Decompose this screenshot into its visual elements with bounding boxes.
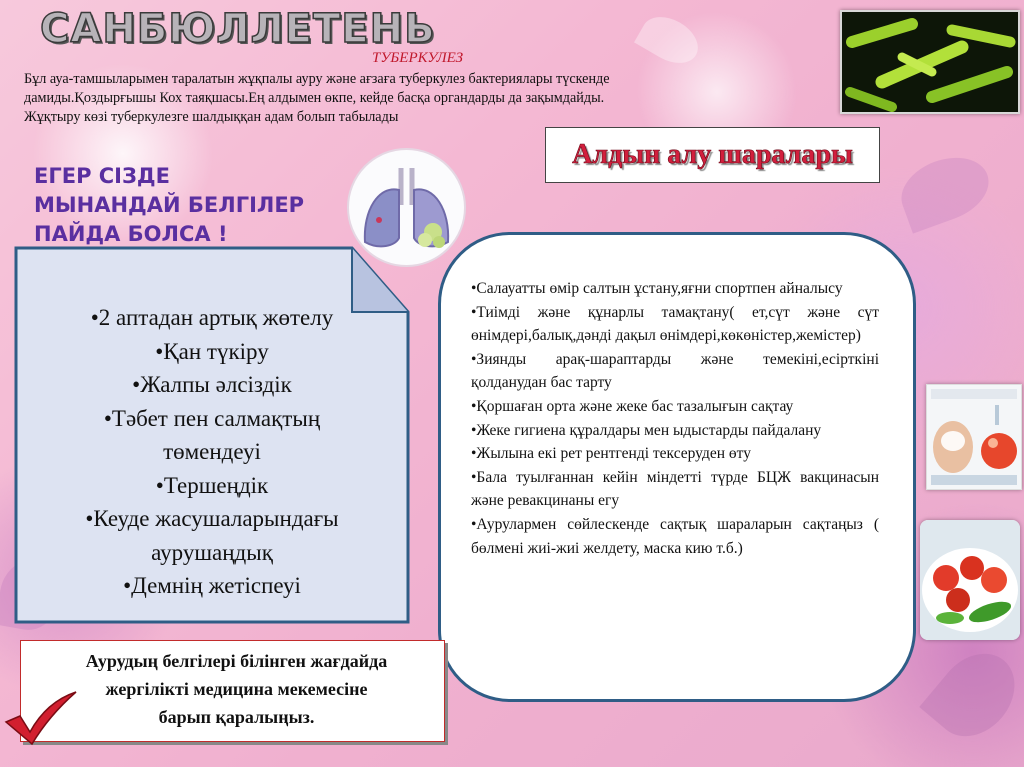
decor-petal [892,146,997,233]
prevention-item: •Салауатты өмір салтын ұстану,яғни спортпен айналысу [471,280,843,297]
callout-line: барып қаралыңыз. [158,707,315,727]
hand-washing-photo [926,384,1022,490]
vegetables-photo [920,520,1020,640]
symptom-item: •Жалпы әлсіздік [132,372,292,397]
prevention-item: •Зиянды арақ-шараптарды және темекіні,есірткіні қолданудан бас тарту [471,350,879,392]
intro-line: дамиды.Қоздырғышы Кох таяқшасы.Ең алдымен өкпе, кейде басқа органдарды да зақымдайды. [24,90,605,106]
prevention-item: •Аурулармен сөйлескенде сақтық шараларын сақтаңыз ( бөлмені жиі-жиі желдету, маска кию т.б.) [471,515,879,557]
warning-heading [34,162,304,249]
intro-line: Бұл ауа-тамшыларымен таралатын жұқпалы ауру және ағзаға туберкулез бактериялары түскенде [24,71,610,87]
bacteria-photo [840,10,1020,114]
page-subtitle: ТУБЕРКУЛЕЗ [372,50,464,66]
intro-text [24,70,784,127]
hand-washing-icon [927,385,1021,489]
prevention-list [471,277,879,560]
prevention-item: •Тиімді және құнарлы тамақтану( ет,сүт және сүт өнімдері,балық,дәнді дақыл өнімдері,көкөністер,жемістер) [471,303,879,345]
prevention-heading-box [545,127,880,183]
vegetables-icon [920,520,1020,640]
decor-petal [634,8,706,73]
symptom-item: •2 аптадан артық жөтелу [90,305,334,330]
callout-line: жергілікті медицина мекемесіне [105,679,368,699]
prevention-item: •Жеке гигиена құралдары мен ыдыстарды пайдалану [471,421,822,439]
callout-line: Аурудың белгілері білінген жағдайда [85,651,388,671]
warning-line: ЕГЕР СІЗДЕ [34,164,170,188]
prevention-item: •Бала туылғаннан кейін міндетті түрде БЦЖ вакцинасын және ревакцинаны егу [471,468,879,510]
symptom-item: •Кеуде жасушаларындағы [85,506,339,531]
page-title: САНБЮЛЛЕТЕНЬ [40,6,436,52]
prevention-item: •Қоршаған орта және жеке бас тазалығын сақтау [471,397,794,415]
decor-petal [919,638,1024,752]
symptom-item: •Тәбет пен салмақтың [103,405,321,431]
prevention-measures-panel [438,232,916,702]
symptom-item: аурушаңдық [151,539,273,565]
prevention-item: •Жылына екі рет рентгенді тексеруден өту [471,445,751,463]
symptoms-list [14,301,410,603]
doctor-callout [20,640,445,742]
prevention-heading: Алдын алу шаралары [572,139,853,170]
intro-line: Жұқтыру көзі туберкулезге шалдыққан адам болып табылады [24,109,399,125]
symptom-item: •Қан түкіру [155,338,269,364]
bacteria-icon [842,12,1018,112]
warning-line: МЫНАНДАЙ БЕЛГІЛЕР [34,193,305,217]
symptom-item: төмендеуі [163,439,261,464]
symptom-item: •Тершеңдік [155,472,269,498]
symptom-item: •Демнің жетіспеуі [123,573,301,598]
checkmark-icon [0,688,80,748]
symptoms-panel [14,246,410,624]
warning-line: ПАЙДА БОЛСА ! [34,222,228,246]
